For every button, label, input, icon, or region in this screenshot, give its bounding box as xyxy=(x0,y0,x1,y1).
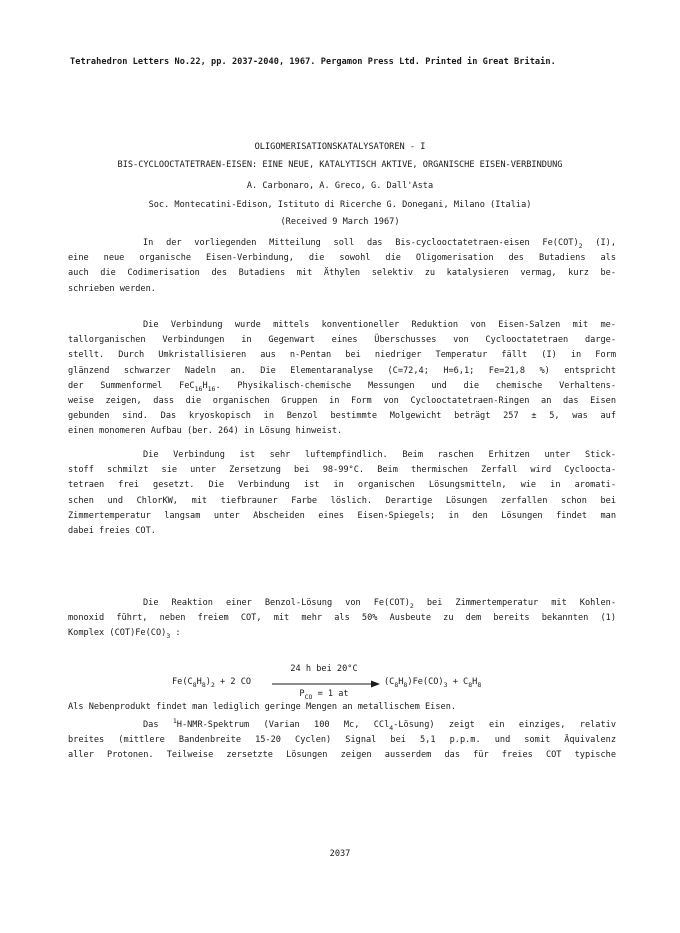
text-line: gebunden sind. Das kryoskopisch in Benzol bestimmte Molgewicht beträgt 257 ± 5, was auf xyxy=(68,411,616,422)
text-line: Komplex $(COT)Fe(CO)_3$ : xyxy=(68,628,181,641)
paragraph-2 xyxy=(68,318,616,440)
text-line: Als Nebenprodukt findet man lediglich geringe Mengen an metallischem Eisen. xyxy=(68,702,457,712)
text-line: schen und ChlorKW, mit tiefbrauner Farbe löslich. Derartige Lösungen zerfallen schon bei xyxy=(68,495,616,506)
received-date: (Received 9 March 1967) xyxy=(280,217,400,227)
paragraph-3 xyxy=(68,448,616,539)
affiliation: Soc. Montecatini-Edison, Istituto di Ricerche G. Donegani, Milano (Italia) xyxy=(148,200,532,210)
text-line: schrieben werden. xyxy=(68,283,156,294)
series-title: OLIGOMERISATIONSKATALYSATOREN - I xyxy=(254,142,426,152)
reaction-equation xyxy=(172,664,552,704)
text-line: Die Verbindung ist sehr luftempfindlich. Beim raschen Erhitzen unter Stick- xyxy=(143,450,616,460)
text-line: Die Reaktion einer Benzol-Lösung von $Fe(COT)_2$ bei Zimmertemperatur mit Kohlen- xyxy=(143,598,616,610)
text-line: monoxid führt, neben freiem COT, mit mehr als 50% Ausbeute zu dem bereits bekannten (1) xyxy=(68,613,616,624)
text-line: Zimmertemperatur langsam unter Abscheiden eines Eisen-Spiegels; in den Lösungen findet man xyxy=(68,510,616,521)
text-line: dabei freies COT. xyxy=(68,526,156,537)
text-line: aller Protonen. Teilweise zersetzte Lösungen zeigen ausserdem das für freies COT typische xyxy=(68,750,616,761)
text-line: Das $^1$H-NMR-Spektrum (Varian 100 Mc, CCl$_4$-Lösung) zeigt ein einziges, relativ xyxy=(143,717,616,732)
text-line: stellt. Durch Umkristallisieren aus n-Pentan bei niedriger Temperatur fällt (I) in Form xyxy=(68,350,616,361)
text-line: der Summenformel $FeC_{16}H_{16}$. Physikalisch-chemische Messungen und die chemische Verhaltens- xyxy=(68,380,616,393)
text-line: breites (mittlere Bandenbreite 15-20 Cyclen) Signal bei 5,1 p.p.m. und somit Äquivalenz xyxy=(68,735,616,746)
reaction-conditions: 24 h bei 20°C xyxy=(290,664,358,674)
text-line: eine neue organische Eisen-Verbindung, die sowohl die Oligomerisation des Butadiens als xyxy=(68,253,616,264)
text-line: Die Verbindung wurde mittels konventioneller Reduktion von Eisen-Salzen mit me- xyxy=(143,320,616,330)
paragraph-4 xyxy=(68,596,616,642)
text-line: tallorganischen Verbindungen in Gegenwart eines Überschusses von Cyclooctatetraen darge- xyxy=(68,335,616,346)
paragraph-1 xyxy=(68,236,616,297)
paper-title: BIS-CYCLOOCTATETRAEN-EISEN: EINE NEUE, KATALYTISCH AKTIVE, ORGANISCHE EISEN-VERBINDUNG xyxy=(117,160,563,170)
page-number: 2037 xyxy=(329,849,351,859)
text-line: weise zeigen, dass die organischen Gruppen in Form von Cyclooctatetraen-Ringen an das Eisen xyxy=(68,396,616,407)
equation-reactants: $Fe(C_8H_8)_2 + 2$ CO xyxy=(172,677,252,689)
paragraph-5 xyxy=(68,700,616,715)
equation-products: $(C_8H_8)Fe(CO)_3 + C_8H_8$ xyxy=(384,677,482,689)
text-line: auch die Codimerisation des Butadiens mit Äthylen selektiv zu katalysieren vermag, kurz be- xyxy=(68,268,616,279)
text-line: glänzend schwarzer Nadeln an. Die Elementaranalyse (C=72,4; H=6,1; Fe=21,8 %) entspricht xyxy=(68,365,616,376)
authors: A. Carbonaro, A. Greco, G. Dall'Asta xyxy=(246,181,434,191)
paragraph-6 xyxy=(68,718,616,764)
text-line: stoff schmilzt sie unter Zersetzung bei 98-99°C. Beim thermischen Zerfall wird Cycloocta- xyxy=(68,465,616,476)
text-line: In der vorliegenden Mitteilung soll das Bis-cyclooctatetraen-eisen $Fe(COT)_2$ (I), xyxy=(143,238,616,250)
reaction-pressure: $P_{CO} = 1$ at xyxy=(299,689,349,701)
text-line: tetraen frei gesetzt. Die Verbindung ist in organischen Lösungsmitteln, wie in aromati- xyxy=(68,480,616,491)
journal-header: Tetrahedron Letters No.22, pp. 2037-2040, 1967. Pergamon Press Ltd. Printed in Great Britain. xyxy=(70,57,556,67)
reaction-arrow-icon xyxy=(272,679,380,689)
text-line: einen monomeren Aufbau (ber. 264) in Lösung hinweist. xyxy=(68,426,343,437)
